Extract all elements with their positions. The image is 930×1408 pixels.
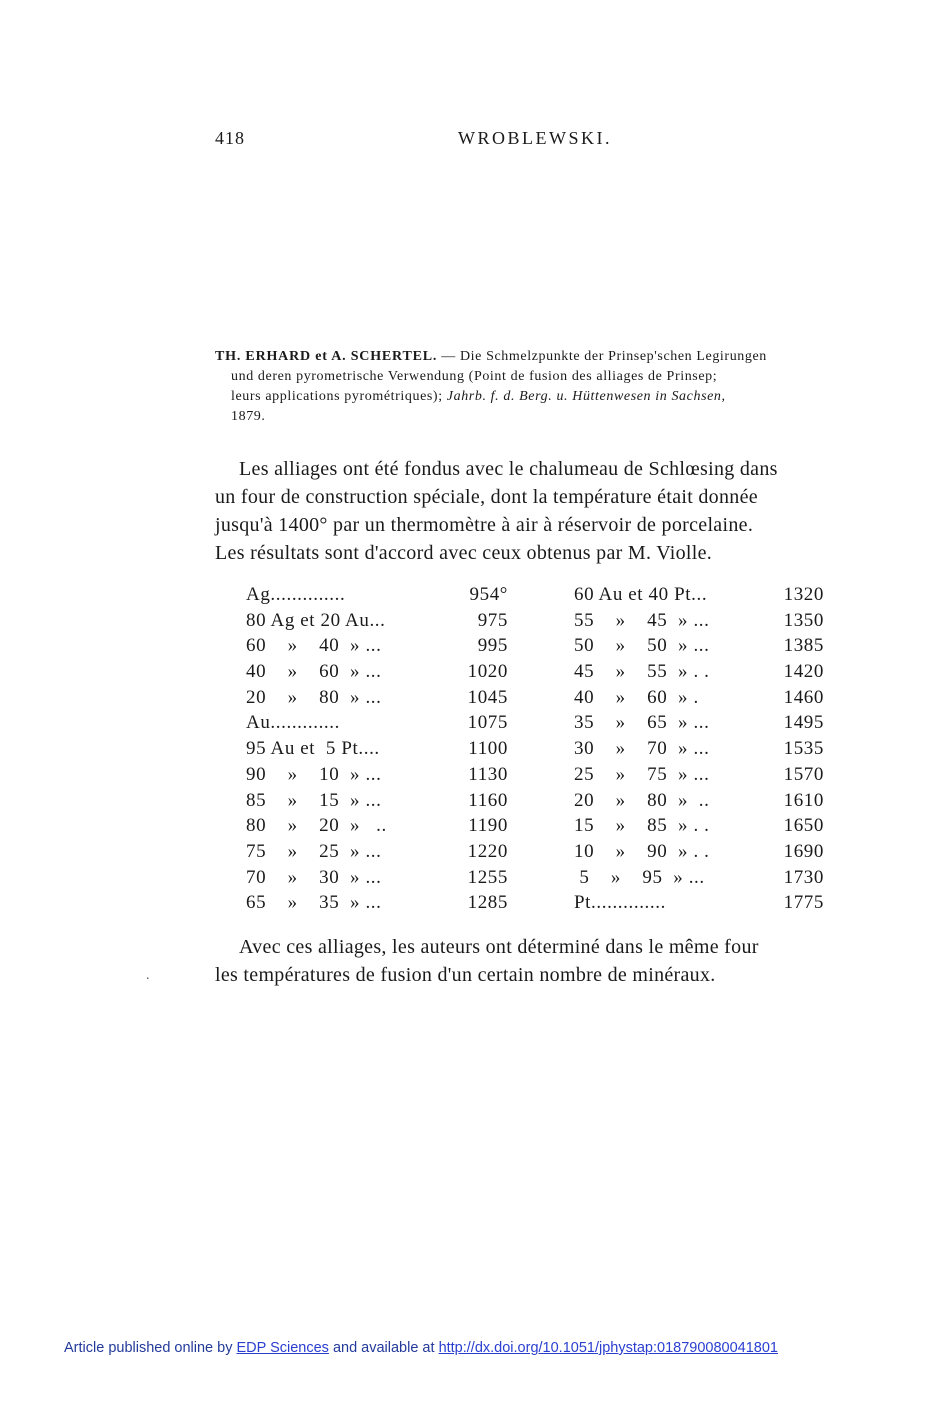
footer-prefix: Article published online by [64,1340,237,1356]
table-row [574,584,824,610]
reference-title-start: — Die Schmelzpunkte der Prinsep'schen Legirungen [437,349,767,364]
alloy-composition: 45 » 55 » . . [574,661,710,683]
alloy-composition: 75 » 25 » ... [246,840,382,862]
table-row [246,584,508,610]
table-row [574,815,824,841]
alloy-composition: Pt.............. [574,892,666,914]
melting-point-table-left [246,584,508,918]
table-row [574,867,824,893]
reference-journal: Jahrb. f. d. Berg. u. Hüttenwesen in Sachsen, [446,389,726,404]
alloy-composition: 25 » 75 » ... [574,763,710,785]
table-row [246,764,508,790]
table-row [574,764,824,790]
reference-line-3 [215,387,855,407]
footer-middle: and available at [328,1340,439,1356]
alloy-composition: 20 » 80 » .. [574,789,710,811]
table-row [574,687,824,713]
paragraph-line: Avec ces alliages, les auteurs ont déterminé dans le même four [239,936,759,958]
melting-temperature: 1285 [467,892,508,914]
alloy-composition: 30 » 70 » ... [574,738,710,760]
melting-temperature: 1775 [783,892,824,914]
alloy-composition: 60 Au et 40 Pt... [574,584,708,605]
alloy-composition: 5 » 95 » ... [574,866,705,888]
alloy-composition: 35 » 65 » ... [574,712,710,734]
alloy-composition: 55 » 45 » ... [574,609,710,631]
alloy-composition: 10 » 90 » . . [574,840,710,862]
table-row [246,815,508,841]
table-row [246,867,508,893]
paragraph-methods [215,455,865,567]
publication-footer [64,1340,778,1356]
melting-temperature: 1160 [468,789,508,811]
paragraph-conclusion [215,933,865,989]
alloy-composition: 65 » 35 » ... [246,892,382,914]
publisher-link[interactable]: EDP Sciences [236,1340,329,1356]
alloy-composition: 60 » 40 » ... [246,635,382,657]
alloy-composition: 40 » 60 » ... [246,661,382,683]
table-row [574,738,824,764]
reference-year: 1879. [231,409,266,424]
melting-temperature: 1350 [783,609,824,631]
reference-authors: TH. ERHARD et A. SCHERTEL. [215,349,438,364]
table-row [574,661,824,687]
melting-temperature: 1130 [468,763,508,785]
table-row [246,661,508,687]
melting-temperature: 1730 [783,866,824,888]
melting-temperature: 1045 [467,686,508,708]
melting-temperature: 1020 [467,661,508,683]
melting-temperature: 1075 [467,712,508,734]
paragraph-line: un four de construction spéciale, dont la température était donnée [215,486,758,508]
alloy-composition: Au............. [246,712,340,734]
melting-temperature: 1385 [783,635,824,657]
alloy-composition: 95 Au et 5 Pt.... [246,738,380,760]
reference-line-3-plain: leurs applications pyrométriques); [231,389,447,404]
table-row [246,892,508,918]
melting-temperature: 954° [469,584,508,605]
paragraph-line: les températures de fusion d'un certain nombre de minéraux. [215,964,716,986]
melting-temperature: 1190 [468,815,508,837]
paragraph-line: Les résultats sont d'accord avec ceux obtenus par M. Violle. [215,542,713,564]
melting-temperature: 995 [477,635,508,657]
alloy-composition: 90 » 10 » ... [246,763,382,785]
alloy-composition: 20 » 80 » ... [246,686,382,708]
melting-temperature: 1320 [783,584,824,605]
alloy-composition: 50 » 50 » ... [574,635,710,657]
table-row [246,738,508,764]
melting-temperature: 1690 [783,840,824,862]
melting-temperature: 1255 [467,866,508,888]
melting-temperature: 1420 [783,661,824,683]
alloy-composition: Ag.............. [246,584,346,605]
melting-temperature: 975 [477,609,508,631]
alloy-composition: 15 » 85 » . . [574,815,710,837]
page-number: 418 [215,128,245,148]
table-row [574,841,824,867]
table-row [574,892,824,918]
alloy-composition: 40 » 60 » . [574,686,699,708]
melting-temperature: 1460 [783,686,824,708]
doi-link[interactable]: http://dx.doi.org/10.1051/jphystap:018790080041801 [438,1340,778,1356]
melting-temperature: 1220 [467,840,508,862]
table-row [574,610,824,636]
alloy-composition: 80 Ag et 20 Au... [246,609,386,631]
table-row [246,841,508,867]
melting-temperature: 1100 [468,738,508,760]
melting-temperature: 1495 [783,712,824,734]
paragraph-line: Les alliages ont été fondus avec le chalumeau de Schlœsing dans [239,458,778,480]
table-row [246,635,508,661]
alloy-composition: 85 » 15 » ... [246,789,382,811]
table-row [574,712,824,738]
melting-temperature: 1570 [783,763,824,785]
stray-mark: . [146,968,150,983]
reference-line-1 [215,347,855,367]
table-row [246,610,508,636]
table-row [246,712,508,738]
reference-line-2: und deren pyrometrische Verwendung (Point de fusion des alliages de Prinsep; [231,369,718,384]
melting-point-table-right [574,584,824,918]
running-title: WROBLEWSKI. [458,128,612,148]
table-row [574,790,824,816]
table-row [246,687,508,713]
paragraph-line: jusqu'à 1400° par un thermomètre à air à réservoir de porcelaine. [215,514,754,536]
table-row [574,635,824,661]
melting-temperature: 1610 [783,789,824,811]
alloy-composition: 80 » 20 » .. [246,815,387,837]
table-row [246,790,508,816]
alloy-composition: 70 » 30 » ... [246,866,382,888]
melting-temperature: 1535 [783,738,824,760]
bibliographic-reference [215,347,855,427]
melting-temperature: 1650 [783,815,824,837]
